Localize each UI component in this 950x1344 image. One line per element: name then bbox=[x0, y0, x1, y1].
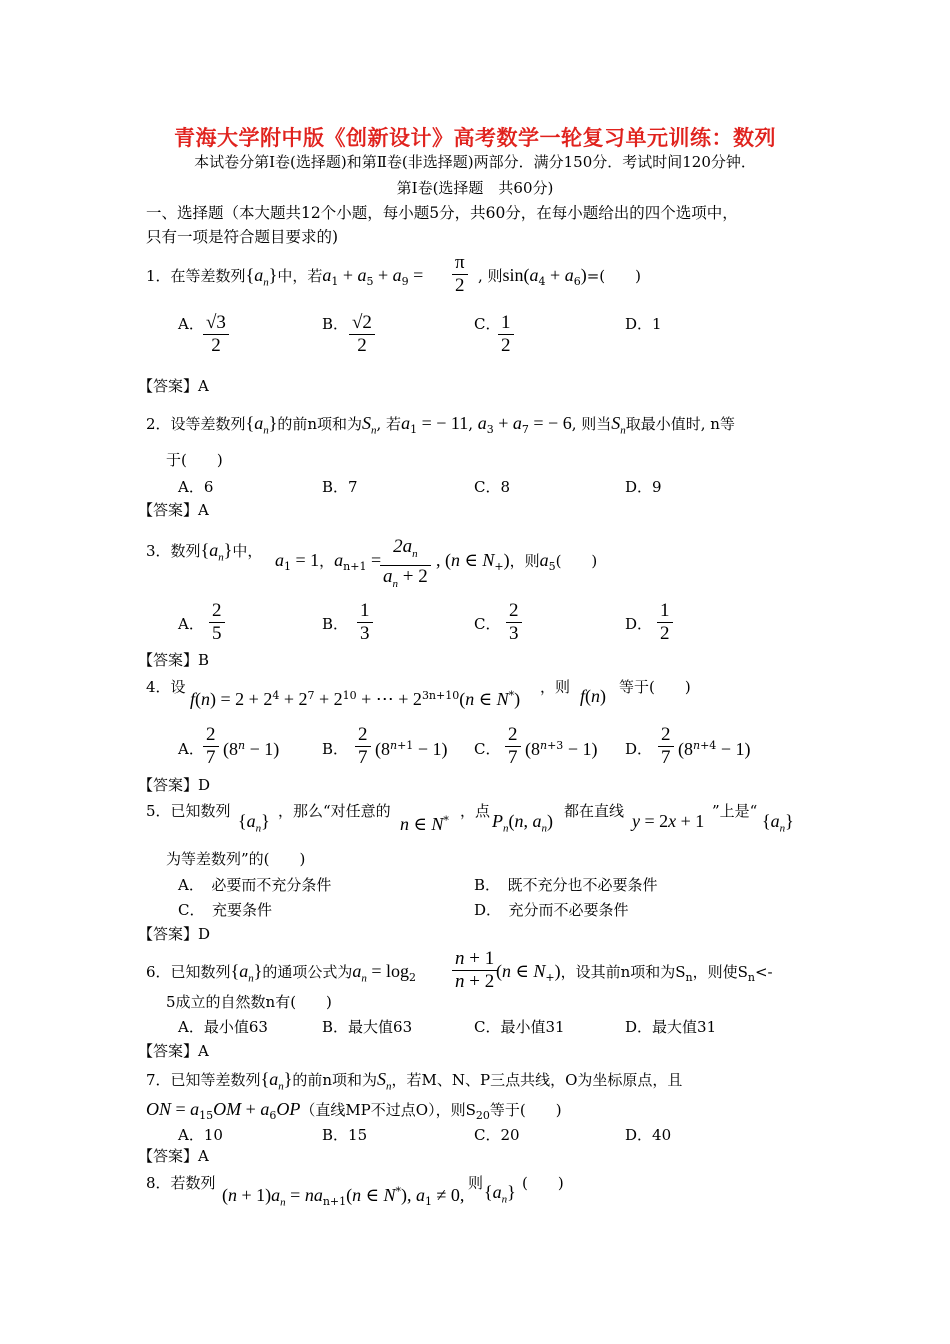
question-3-stem: 3．数列$\{a_n\}$中， bbox=[146, 540, 263, 564]
q4-option-c: C． bbox=[474, 740, 501, 758]
q7-answer: 【答案】A bbox=[138, 1147, 209, 1165]
question-7-stem-line2: ON = $a_{15}OM + a_6OP$（直线MP不过点O），则$S_{20}$等于( ) bbox=[146, 1099, 562, 1122]
question-3-a1: $a_1 = 1$，$a_{n+1}$ = bbox=[275, 550, 382, 573]
q6-option-c: C．最小值31 bbox=[474, 1018, 565, 1036]
q4-option-b: B． bbox=[322, 740, 349, 758]
q1-option-c-value: $\frac{1}{2}$ bbox=[498, 312, 514, 357]
q5-option-a: A． 必要而不充分条件 bbox=[178, 876, 332, 894]
q3-option-d-value: $\frac{1}{2}$ bbox=[657, 600, 673, 645]
q7-option-d: D．40 bbox=[625, 1126, 672, 1144]
section-heading: 第Ⅰ卷(选择题 共60分) bbox=[396, 179, 554, 197]
q5-point: $P_n(n$, $a_n$) bbox=[492, 811, 553, 835]
q1-option-a: A． bbox=[178, 315, 204, 333]
q4-option-a: A． bbox=[178, 740, 204, 758]
instruction-line-2: 只有一项是符合题目要求的) bbox=[146, 228, 339, 246]
q4-answer: 【答案】D bbox=[138, 776, 211, 794]
question-2-stem: 2．设等差数列$\{a_n\}$的前n项和为$S_n$, 若$a_1$ = − 11, $a_3 + a_7$ = − 6, 则当$S_n$取最小值时, n等 bbox=[146, 413, 735, 437]
q1-pi-over-2: $\frac{\pi}{2}$ bbox=[452, 252, 468, 297]
q2-option-c: C．8 bbox=[474, 478, 511, 496]
q5-text-d: ”上是“ bbox=[712, 802, 758, 820]
question-4-function: $f(n) = 2 + 2^4 + 2^7 + 2^{10}$ + ⋯ + $2^{3n+10}(n$ ∈ N*) bbox=[190, 689, 521, 709]
q4-option-d: D． bbox=[625, 740, 653, 758]
q1-option-d: D．1 bbox=[625, 315, 662, 333]
question-5-stem-line2: 为等差数列”的( ) bbox=[166, 850, 306, 868]
q5-text-a: ，那么“对任意的 bbox=[278, 802, 391, 820]
q4-option-c-fraction: $\frac{2}{7}$ bbox=[505, 724, 521, 769]
question-4-stem: 4．设 bbox=[146, 678, 186, 696]
q4-option-b-value: $(8^{n+1} - 1)$ bbox=[375, 739, 448, 759]
question-8-tail: ( ) bbox=[522, 1174, 564, 1192]
question-2-stem-line2: 于( ) bbox=[166, 451, 223, 469]
question-5-stem: 5．已知数列 bbox=[146, 802, 231, 820]
q7-option-b: B．15 bbox=[322, 1126, 368, 1144]
q3-option-b-value: $\frac{1}{3}$ bbox=[357, 600, 373, 645]
question-6-stem: 6．已知数列$\{a_n\}$的通项公式为$a_n = \log_2$ bbox=[146, 961, 417, 985]
document-title: 青海大学附中版《创新设计》高考数学一轮复习单元训练：数列 bbox=[174, 125, 776, 150]
q4-option-b-fraction: $\frac{2}{7}$ bbox=[355, 724, 371, 769]
q5-seq: $\{a_n\}$ bbox=[238, 811, 270, 835]
q3-option-c-value: $\frac{2}{3}$ bbox=[506, 600, 522, 645]
q1-answer: 【答案】A bbox=[138, 377, 209, 395]
q6-option-a: A．最小值63 bbox=[178, 1018, 268, 1036]
question-1-stem-tail: , 则$\sin(a_4 + a_6)=$( ) bbox=[478, 265, 641, 288]
q3-option-d: D． bbox=[625, 615, 653, 633]
q7-option-a: A．10 bbox=[178, 1126, 223, 1144]
q5-option-c: C． 充要条件 bbox=[178, 901, 272, 919]
q1-option-b: B． bbox=[322, 315, 349, 333]
q2-option-b: B．7 bbox=[322, 478, 358, 496]
q5-seq-2: $\{a_n\}$ bbox=[762, 811, 794, 835]
q3-recurrence-fraction: $\frac{2a_n}{a_n + 2}$ bbox=[380, 536, 431, 595]
question-8-then: 则 bbox=[468, 1174, 484, 1192]
instruction-line-1: 一、选择题（本大题共12个小题，每小题5分，共60分，在每小题给出的四个选项中， bbox=[146, 204, 738, 222]
q1-option-b-value: $\frac{√2}{2}$ bbox=[349, 312, 375, 357]
q3-option-b: B． bbox=[322, 615, 349, 633]
question-3-domain: , (n ∈ $N_+$)，则$a_5$( ) bbox=[436, 550, 598, 573]
q5-option-b: B． 既不充分也不必要条件 bbox=[474, 876, 658, 894]
q4-option-a-value: $(8^n - 1)$ bbox=[223, 739, 280, 759]
q5-text-c: 都在直线 bbox=[564, 802, 625, 820]
question-4-tail-2: 等于( ) bbox=[619, 678, 691, 696]
question-1-stem: 1．在等差数列$\{a_n\}$中，若$a_1 + a_5 + a_9$ = bbox=[146, 265, 424, 289]
question-7-stem: 7．已知等差数列$\{a_n\}$的前n项和为$S_n$，若M、N、P三点共线，O为坐标原点，且 bbox=[146, 1069, 683, 1093]
q5-option-d: D． 充分而不必要条件 bbox=[474, 901, 629, 919]
q5-line: y = 2x + 1 bbox=[632, 811, 705, 831]
q3-option-c: C． bbox=[474, 615, 501, 633]
q3-answer: 【答案】B bbox=[138, 651, 210, 669]
question-6-stem-tail: (n ∈ $N_+$)，设其前n项和为$S_n$，则使$S_n<-$ bbox=[496, 961, 773, 984]
exam-intro: 本试卷分第Ⅰ卷(选择题)和第Ⅱ卷(非选择题)两部分．满分150分．考试时间120分钟． bbox=[194, 153, 756, 171]
q7-option-c: C．20 bbox=[474, 1126, 520, 1144]
q6-option-b: B．最大值63 bbox=[322, 1018, 413, 1036]
q1-option-c: C． bbox=[474, 315, 501, 333]
q4-option-a-fraction: $\frac{2}{7}$ bbox=[203, 724, 219, 769]
q2-option-a: A．6 bbox=[178, 478, 214, 496]
question-8-condition: $(n + 1)a_n = na_{n+1}(n$ ∈ N*), $a_1 \ne 0$, bbox=[222, 1185, 465, 1209]
q2-option-d: D．9 bbox=[625, 478, 662, 496]
q5-n-domain: n ∈ N* bbox=[400, 814, 449, 834]
q6-log-fraction: $\frac{n + 1}{n + 2}$ bbox=[452, 948, 497, 993]
question-4-fn: f(n) bbox=[580, 686, 607, 706]
q6-option-d: D．最大值31 bbox=[625, 1018, 717, 1036]
q4-option-d-fraction: $\frac{2}{7}$ bbox=[658, 724, 674, 769]
q5-answer: 【答案】D bbox=[138, 925, 211, 943]
q2-answer: 【答案】A bbox=[138, 501, 209, 519]
q4-option-c-value: $(8^{n+3} - 1)$ bbox=[525, 739, 598, 759]
q4-option-d-value: $(8^{n+4} - 1)$ bbox=[678, 739, 751, 759]
q3-option-a-value: $\frac{2}{5}$ bbox=[209, 600, 225, 645]
question-4-tail: ，则 bbox=[540, 678, 571, 696]
question-6-stem-line2: 5成立的自然数n有( ) bbox=[166, 993, 332, 1011]
question-8-stem: 8．若数列 bbox=[146, 1174, 216, 1192]
q3-option-a: A． bbox=[178, 615, 204, 633]
q5-text-b: ，点 bbox=[460, 802, 491, 820]
q8-seq: $\{a_n\}$ bbox=[484, 1182, 516, 1206]
q1-option-a-value: $\frac{√3}{2}$ bbox=[203, 312, 229, 357]
q6-answer: 【答案】A bbox=[138, 1042, 209, 1060]
